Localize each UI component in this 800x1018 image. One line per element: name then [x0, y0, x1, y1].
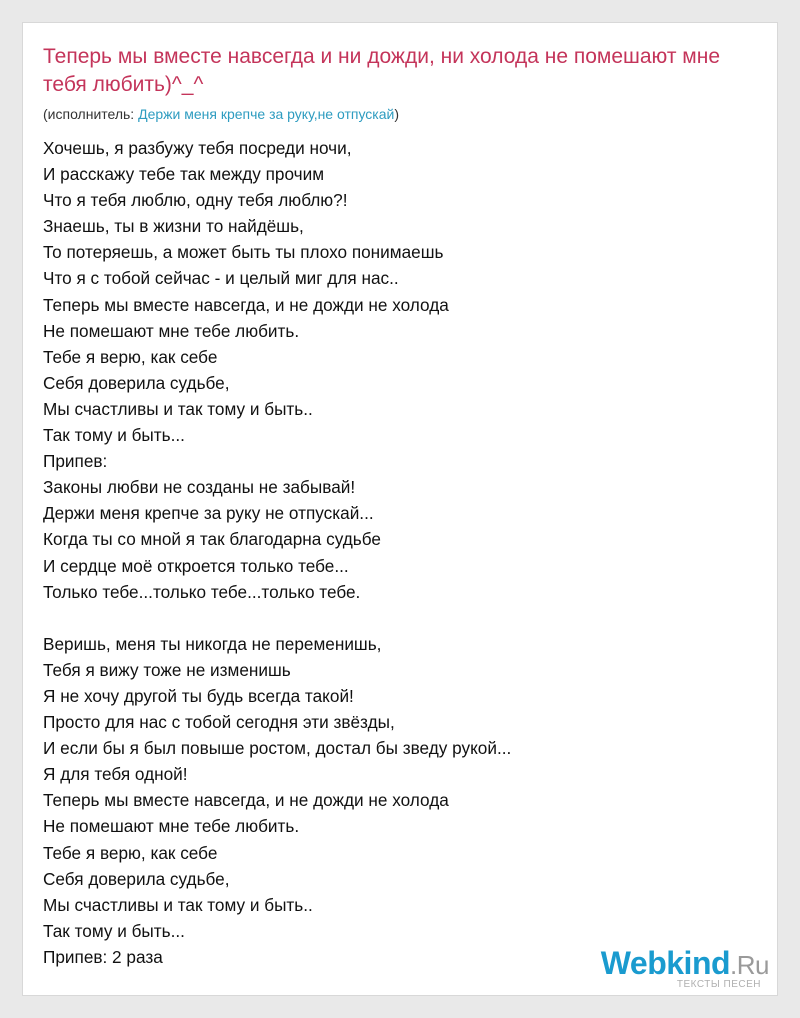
lyric-line: Тебе я верю, как себе: [43, 346, 218, 367]
artist-suffix: ): [394, 106, 400, 122]
lyrics-card: [22, 22, 778, 996]
lyric-line: Знаешь, ты в жизни то найдёшь,: [43, 216, 304, 237]
lyric-line: Не помешают мне тебе любить.: [43, 816, 300, 837]
lyric-line: То потеряешь, а может быть ты плохо понимаешь: [43, 242, 444, 263]
lyric-line: Я не хочу другой ты будь всегда такой!: [43, 685, 354, 706]
lyric-line: Держи меня крепче за руку не отпускай...: [43, 503, 374, 524]
lyric-line: Мы счастливы и так тому и быть..: [43, 894, 313, 915]
lyric-line: Теперь мы вместе навсегда, и не дожди не холода: [43, 294, 449, 315]
lyric-line: Что я с тобой сейчас - и целый миг для нас..: [43, 268, 399, 289]
logo-tagline: ТЕКСТЫ ПЕСЕН: [676, 979, 761, 990]
artist-line: [43, 105, 399, 123]
lyric-line: Припев:: [43, 451, 108, 472]
lyric-line: И если бы я был повыше ростом, достал бы зведу рукой...: [43, 738, 512, 759]
song-title: Теперь мы вместе навсегда и ни дожди, ни холода не помешают мне тебя любить)^_^: [43, 45, 720, 96]
lyric-line: Что я тебя люблю, одну тебя люблю?!: [43, 190, 348, 211]
lyric-line: Когда ты со мной я так благодарна судьбе: [43, 529, 381, 550]
lyric-line: Не помешают мне тебе любить.: [43, 320, 300, 341]
lyric-line: Припев: 2 раза: [43, 946, 163, 967]
lyric-line: Только тебе...только тебе...только тебе.: [43, 581, 361, 602]
lyric-line: Тебя я вижу тоже не изменишь: [43, 659, 291, 680]
lyrics-body: [43, 135, 763, 970]
lyric-line: Так тому и быть...: [43, 425, 185, 446]
lyric-line: Тебе я верю, как себе: [43, 842, 218, 863]
lyric-blank-line: [43, 605, 763, 631]
artist-prefix: (исполнитель:: [43, 106, 139, 122]
lyric-line: Просто для нас с тобой сегодня эти звёзды,: [43, 712, 395, 733]
artist-link[interactable]: Держи меня крепче за руку,не отпускай: [138, 106, 395, 122]
lyric-line: Мы счастливы и так тому и быть..: [43, 398, 313, 419]
lyric-line: Себя доверила судьбе,: [43, 372, 230, 393]
lyric-line: Теперь мы вместе навсегда, и не дожди не холода: [43, 790, 449, 811]
lyric-line: Хочешь, я разбужу тебя посреди ночи,: [43, 138, 352, 158]
lyric-line: Себя доверила судьбе,: [43, 868, 230, 889]
lyric-line: Так тому и быть...: [43, 920, 185, 941]
lyric-line: И сердце моё откроется только тебе...: [43, 555, 349, 576]
logo-suffix: .Ru: [730, 950, 769, 980]
logo-text: [601, 945, 769, 983]
lyric-line: Веришь, меня ты никогда не переменишь,: [43, 633, 382, 654]
logo-name: Webkind: [600, 945, 731, 981]
lyric-line: И расскажу тебе так между прочим: [43, 164, 325, 185]
webkind-logo[interactable]: [573, 943, 773, 993]
lyric-line: Я для тебя одной!: [43, 764, 188, 785]
lyric-line: Законы любви не созданы не забывай!: [43, 477, 356, 498]
